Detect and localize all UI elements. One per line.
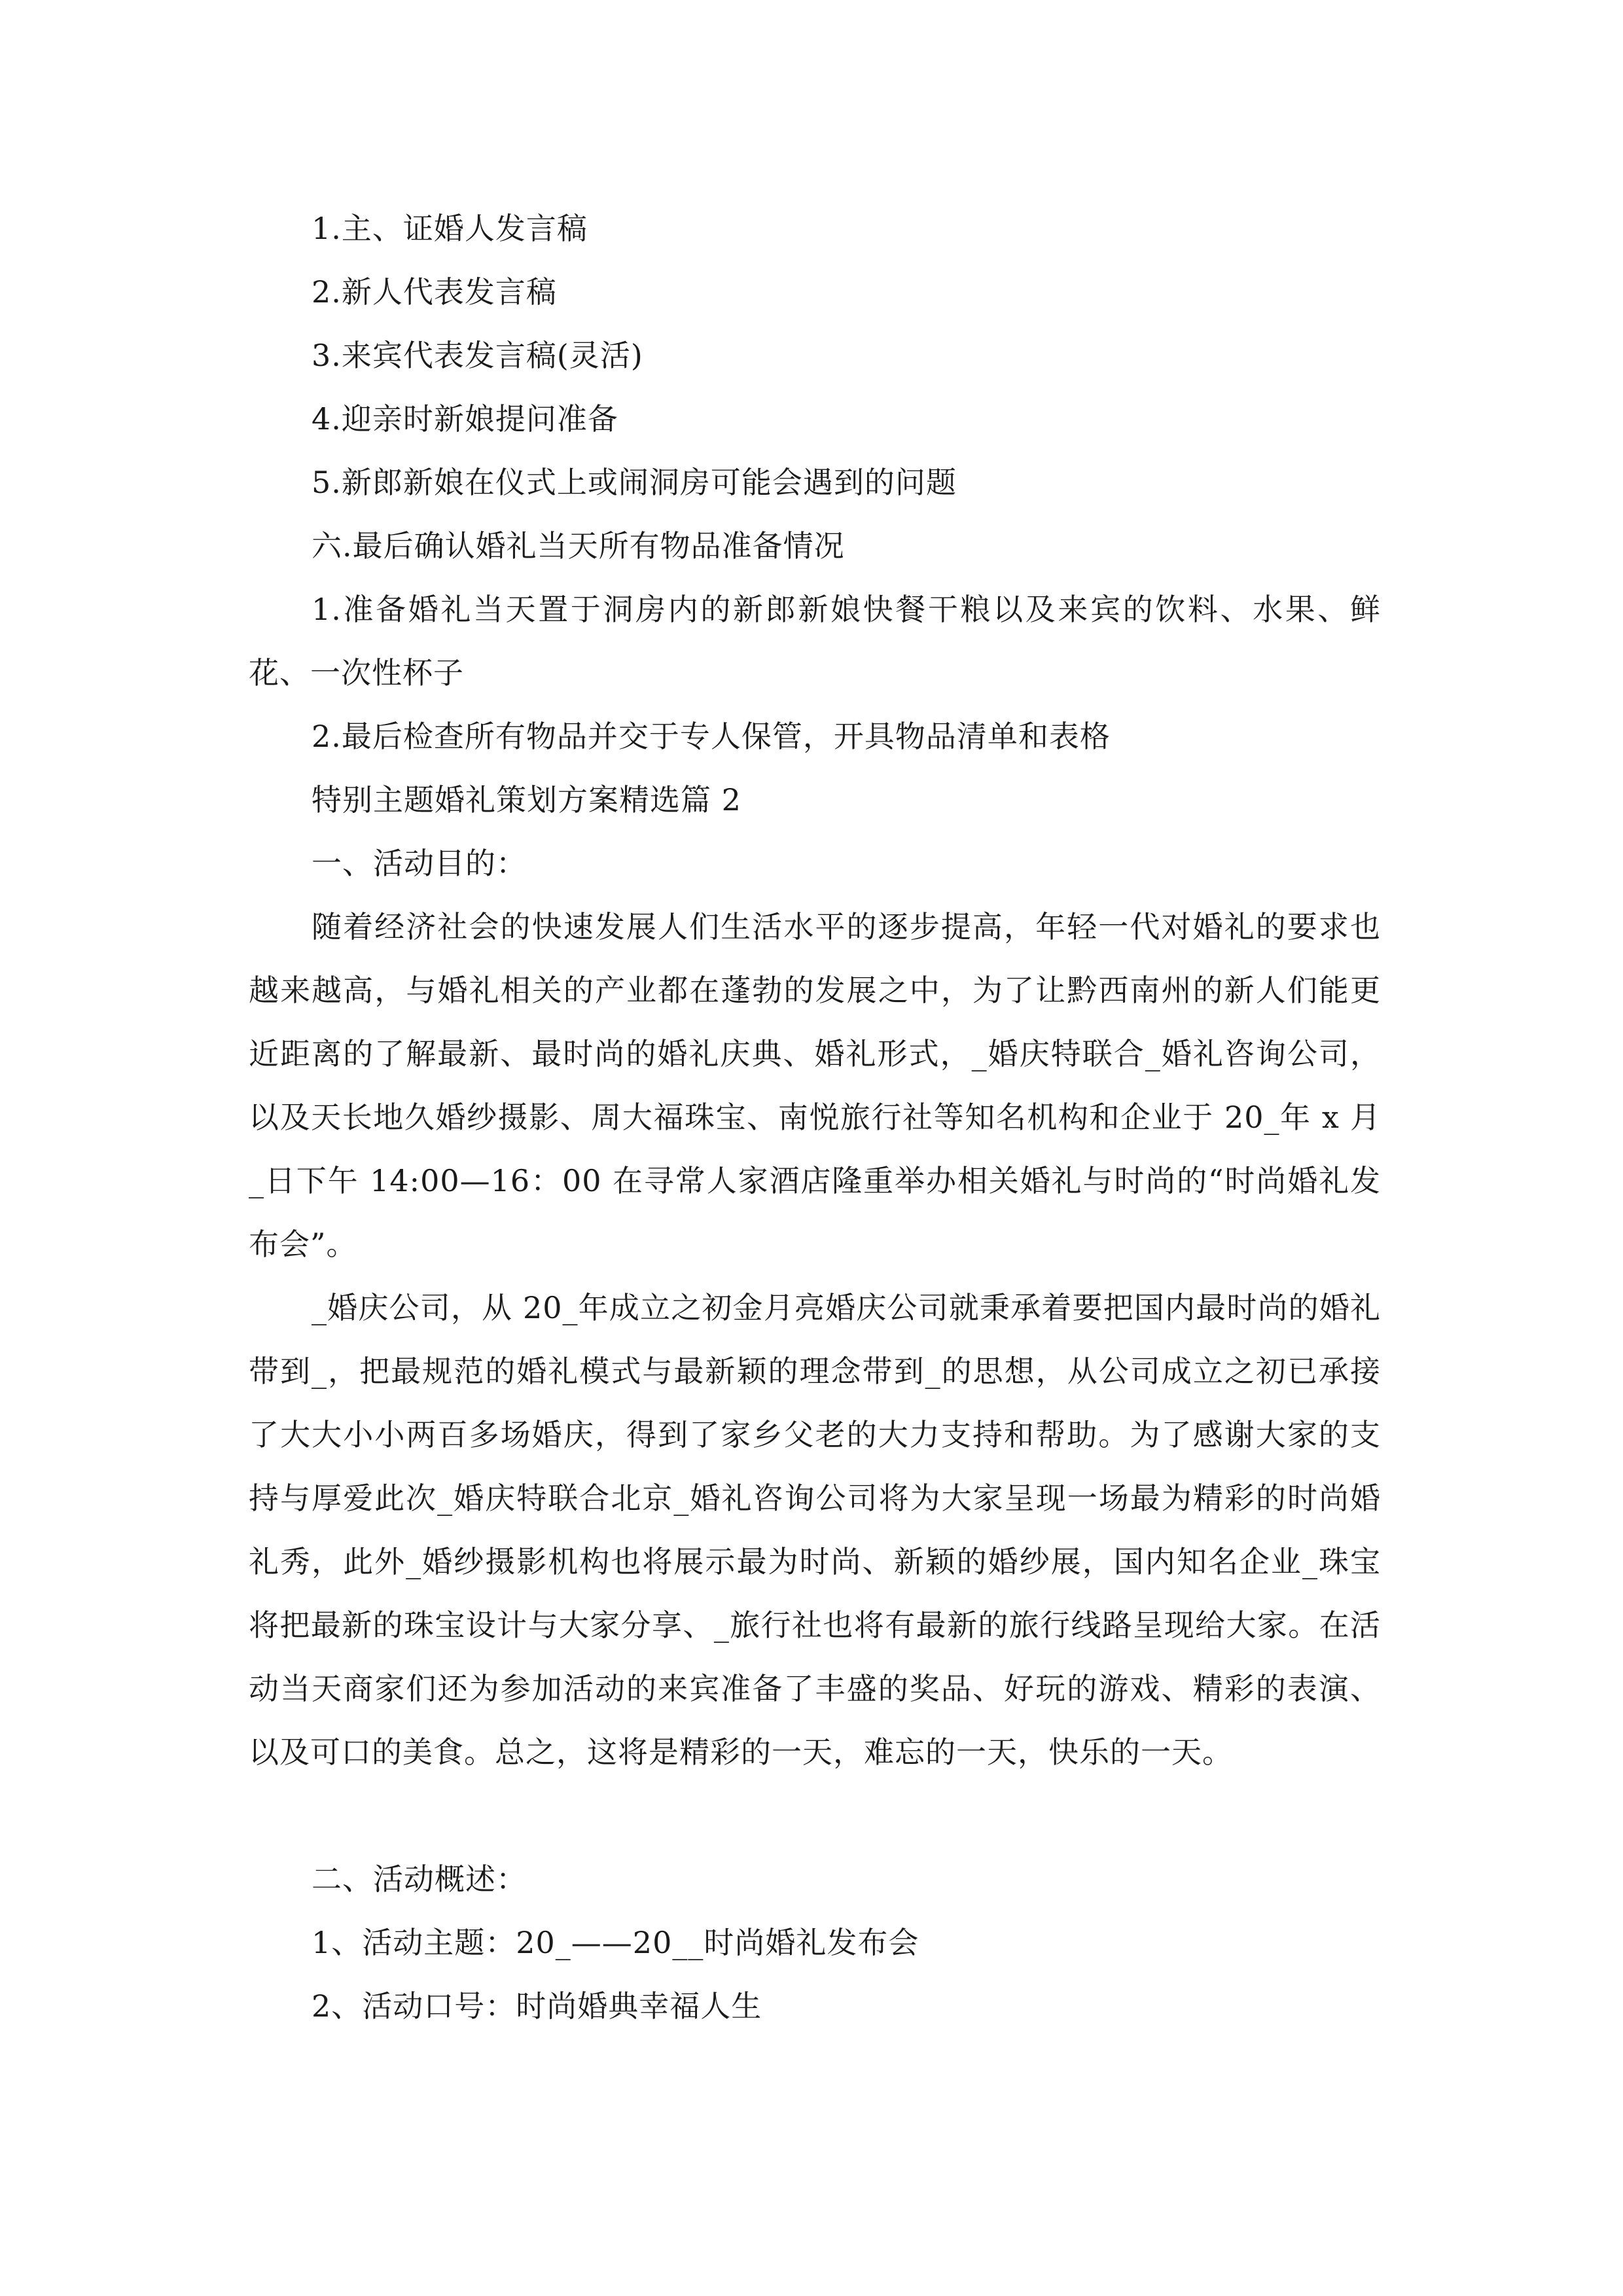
paragraph-prepare-items: 1.准备婚礼当天置于洞房内的新郎新娘快餐干粮以及来宾的饮料、水果、鲜花、一次性杯子 bbox=[249, 592, 1381, 691]
list-item-couple-speech: 2.新人代表发言稿 bbox=[312, 274, 557, 310]
list-item-final-inspection: 2.最后检查所有物品并交于专人保管，开具物品清单和表格 bbox=[312, 719, 1111, 754]
list-item-possible-issues: 5.新郎新娘在仪式上或闹洞房可能会遇到的问题 bbox=[312, 465, 957, 500]
list-item-host-speech: 1.主、证婚人发言稿 bbox=[312, 211, 588, 246]
section-heading-overview: 二、活动概述： bbox=[312, 1861, 527, 1897]
paragraph-purpose: 随着经济社会的快速发展人们生活水平的逐步提高，年轻一代对婚礼的要求也越来越高，与婚礼相关的产业都在蓬勃的发展之中，为了让黔西南州的新人们能更近距离的了解最新、最时尚的婚礼庆典、婚礼形式，_婚庆特联合_婚礼咨询公司，以及天长地久婚纱摄影、周大福珠宝、南悦旅行社等知名机构和企业于 20_年 x 月_日下午 14:00—16：00 在寻常人家酒店隆重举办相关婚礼与时尚的“时尚婚礼发布会”。 bbox=[249, 909, 1381, 1262]
list-item-slogan: 2、活动口号：时尚婚典幸福人生 bbox=[312, 1988, 762, 2024]
paragraph-company-intro: _婚庆公司，从 20_年成立之初金月亮婚庆公司就秉承着要把国内最时尚的婚礼带到_，把最规范的婚礼模式与最新颖的理念带到_的思想，从公司成立之初已承接了大大小小两百多场婚庆，得到了家乡父老的大力支持和帮助。为了感谢大家的支持与厚爱此次_婚庆特联合北京_婚礼咨询公司将为大家呈现一场最为精彩的时尚婚礼秀，此外_婚纱摄影机构也将展示最为时尚、新颖的婚纱展，国内知名企业_珠宝将把最新的珠宝设计与大家分享、_旅行社也将有最新的旅行线路呈现给大家。在活动当天商家们还为参加活动的来宾准备了丰盛的奖品、好玩的游戏、精彩的表演、以及可口的美食。总之，这将是精彩的一天，难忘的一天，快乐的一天。 bbox=[249, 1290, 1382, 1770]
list-item-guest-speech: 3.来宾代表发言稿(灵活) bbox=[312, 338, 643, 373]
section-heading-final-check: 六.最后确认婚礼当天所有物品准备情况 bbox=[312, 528, 845, 564]
list-item-theme: 1、活动主题：20_——20__时尚婚礼发布会 bbox=[312, 1925, 919, 1960]
list-item-bride-questions: 4.迎亲时新娘提问准备 bbox=[312, 401, 618, 437]
section-heading-purpose: 一、活动目的： bbox=[312, 846, 527, 881]
article-title: 特别主题婚礼策划方案精选篇 2 bbox=[312, 782, 741, 817]
